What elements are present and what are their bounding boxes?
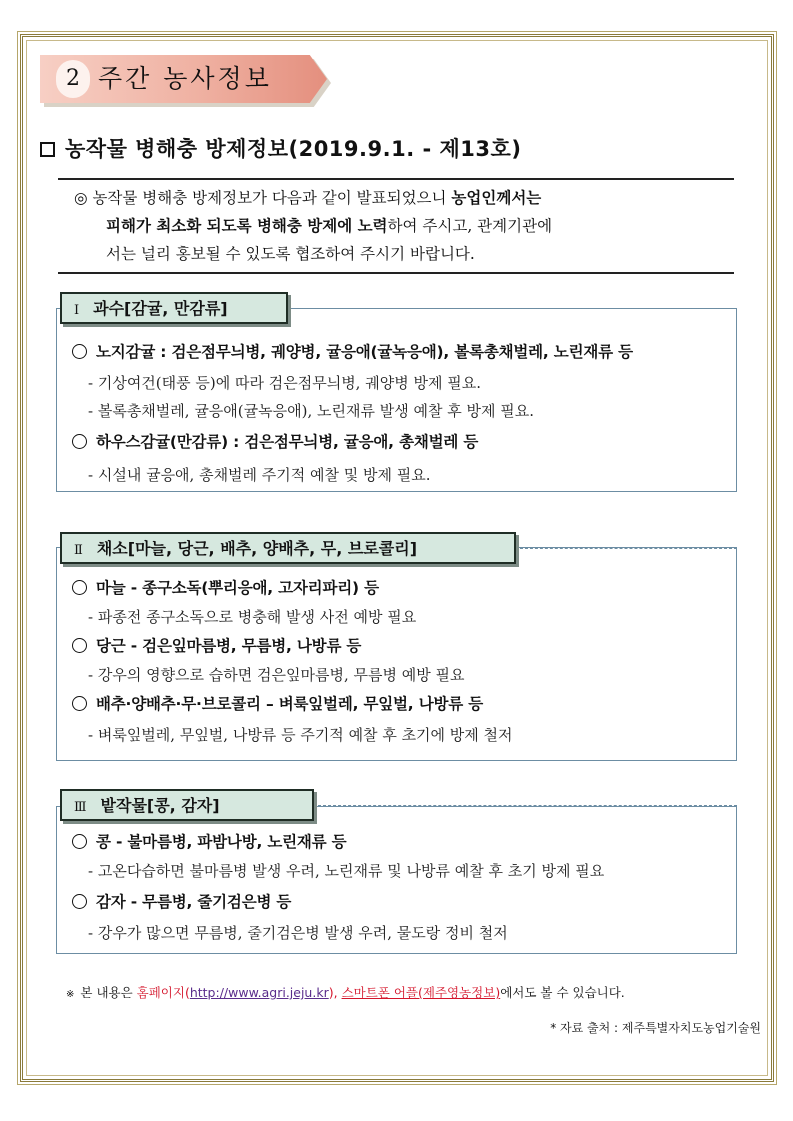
category-label-vegetable — [60, 532, 516, 564]
category-dashed-rule — [292, 308, 737, 309]
notice-line-1-bold: 농업인께서는 — [451, 189, 542, 207]
section-title: 주간 농사정보 — [98, 64, 272, 93]
item-detail: - 볼록총채벌레, 귤응애(귤녹응애), 노린재류 발생 예찰 후 방제 필요. — [88, 402, 534, 420]
category-dashed-rule — [520, 548, 737, 549]
notice-line-1-text: ◎ 농작물 병해충 방제정보가 다음과 같이 발표되었으니 — [74, 189, 452, 207]
item-head-text: 감자 - 무름병, 줄기검은병 등 — [96, 893, 292, 911]
item-head — [72, 690, 483, 718]
item-head — [72, 828, 346, 856]
circle-bullet-icon — [72, 696, 87, 711]
app-link[interactable]: 스마트폰 어플(제주영농정보) — [341, 985, 501, 1000]
footnote — [66, 982, 625, 1004]
notice-line-2-text: 하여 주시고, 관계기관에 — [387, 217, 553, 235]
section-number: 2 — [56, 60, 90, 98]
item-head-text: 배추·양배추·무·브로콜리 – 벼룩잎벌레, 무잎벌, 나방류 등 — [96, 695, 483, 713]
source-credit: * 자료 출처 : 제주특별자치도농업기술원 — [550, 1021, 761, 1035]
item-head-text: 콩 - 불마름병, 파밤나방, 노린재류 등 — [96, 833, 347, 851]
circle-bullet-icon — [72, 580, 87, 595]
notice-top-rule — [58, 178, 734, 180]
main-heading — [40, 134, 521, 164]
homepage-link[interactable]: http://www.agri.jeju.kr — [189, 985, 329, 1000]
category-roman: Ⅱ — [74, 543, 83, 558]
category-roman: Ⅰ — [74, 303, 80, 318]
item-detail: - 기상여건(태풍 등)에 따라 검은점무늬병, 궤양병 방제 필요. — [88, 374, 481, 392]
category-label-text: 채소[마늘, 당근, 배추, 양배추, 무, 브로콜리] — [96, 539, 418, 558]
item-head-text: 하우스감귤(만감류) : 검은점무늬병, 귤응애, 총채벌레 등 — [96, 433, 479, 451]
item-head — [72, 428, 478, 456]
notice-bottom-rule — [58, 272, 734, 274]
checkbox-square-icon — [40, 142, 55, 157]
item-detail: - 강우가 많으면 무름병, 줄기검은병 발생 우려, 물도랑 정비 철저 — [88, 924, 508, 942]
circle-bullet-icon — [72, 638, 87, 653]
reference-mark: ※ — [66, 989, 75, 1000]
footnote-suffix: 에서도 볼 수 있습니다. — [500, 985, 625, 1000]
circle-bullet-icon — [72, 434, 87, 449]
notice-line-3: 서는 널리 홍보될 수 있도록 협조하여 주시기 바랍니다. — [106, 245, 475, 263]
category-label-field-crops — [60, 789, 314, 821]
notice-line-2 — [106, 212, 756, 240]
category-dashed-rule — [318, 805, 737, 806]
item-detail: - 파종전 종구소독으로 병충해 발생 사전 예방 필요 — [88, 608, 417, 626]
category-label-text: 과수[감귤, 만감류] — [93, 299, 228, 318]
item-detail: - 벼룩잎벌레, 무잎벌, 나방류 등 주기적 예찰 후 초기에 방제 철저 — [88, 726, 513, 744]
item-detail: - 강우의 영향으로 습하면 검은잎마름병, 무름병 예방 필요 — [88, 666, 465, 684]
item-detail: - 시설내 귤응애, 총채벌레 주기적 예찰 및 방제 필요. — [88, 466, 431, 484]
item-head — [72, 338, 633, 366]
main-heading-text: 농작물 병해충 방제정보(2019.9.1. - 제13호) — [65, 137, 522, 161]
circle-bullet-icon — [72, 894, 87, 909]
item-head — [72, 632, 361, 660]
circle-bullet-icon — [72, 344, 87, 359]
notice-line-2-bold: 피해가 최소화 되도록 병해충 방제에 노력 — [106, 217, 388, 235]
item-head — [72, 574, 379, 602]
category-label-fruit — [60, 292, 288, 324]
footnote-prefix: 본 내용은 — [80, 985, 137, 1000]
category-roman: Ⅲ — [74, 800, 87, 815]
homepage-label: 홈페이지( — [136, 985, 190, 1000]
circle-bullet-icon — [72, 834, 87, 849]
item-head-text: 당근 - 검은잎마름병, 무름병, 나방류 등 — [96, 637, 362, 655]
homepage-close: ), — [328, 985, 338, 1000]
item-head-text: 마늘 - 종구소독(뿌리응애, 고자리파리) 등 — [96, 579, 379, 597]
category-label-text: 밭작물[콩, 감자] — [100, 796, 220, 815]
notice-line-1 — [74, 184, 724, 212]
item-detail: - 고온다습하면 불마름병 발생 우려, 노린재류 및 나방류 예찰 후 초기 방제 필요 — [88, 862, 605, 880]
item-head-text: 노지감귤 : 검은점무늬병, 궤양병, 귤응애(귤녹응애), 볼록총채벌레, 노린재류 등 — [96, 343, 633, 361]
item-head — [72, 888, 291, 916]
